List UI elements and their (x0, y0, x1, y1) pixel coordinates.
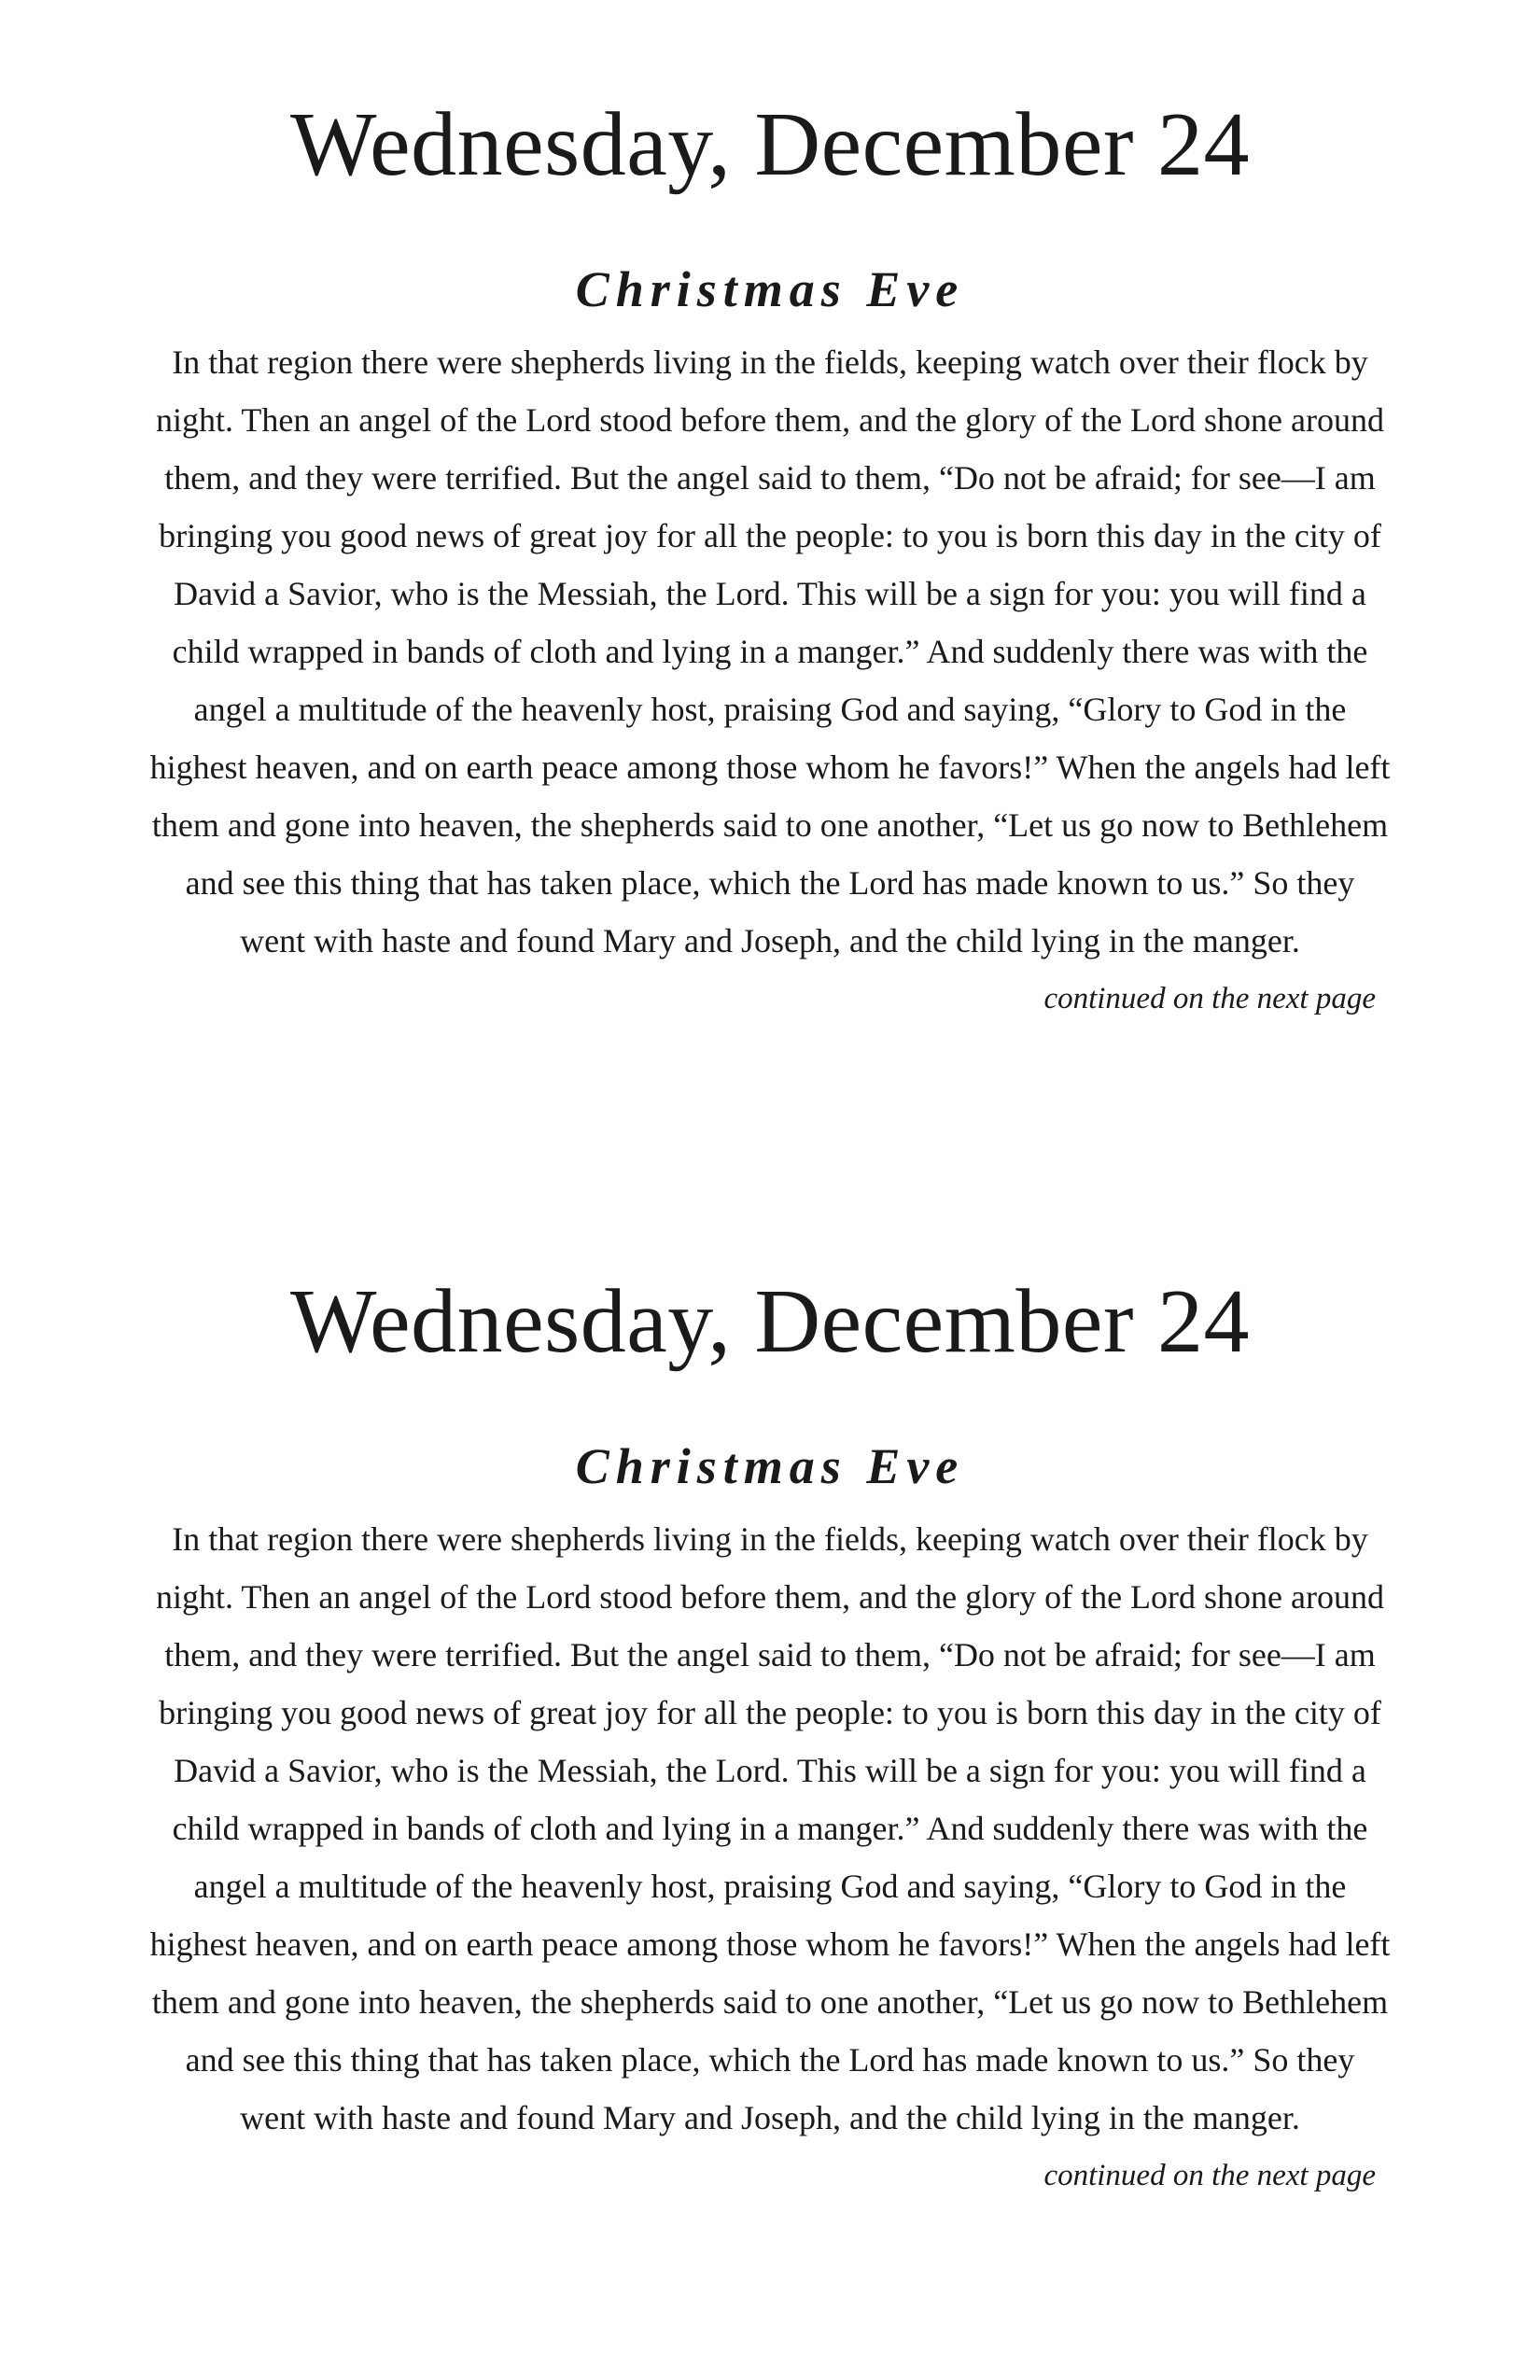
scripture-passage: In that region there were shepherds living in the fields, keeping watch over their flock by night. Then an angel of the Lord stood before them, and the glory of the Lord shone around them, and they were terrified. But the angel said to them, “Do not be afraid; for see—I am bringing you good news of great joy for all the people: to you is born this day in the city of David a Savior, who is the Messiah, the Lord. This will be a sign for you: you will find a child wrapped in bands of cloth and lying in a manger.” And suddenly there was with the angel a multitude of the heavenly host, praising God and saying, “Glory to God in the highest heaven, and on earth peace among those whom he favors!” When the angels had left them and gone into heaven, the shepherds said to one another, “Let us go now to Bethlehem and see this thing that has taken place, which the Lord has made known to us.” So they went with haste and found Mary and Joseph, and the child lying in the manger. (149, 1520, 1391, 2136)
page-title: Wednesday, December 24 (289, 1271, 1251, 1372)
scripture-passage: In that region there were shepherds living in the fields, keeping watch over their flock by night. Then an angel of the Lord stood before them, and the glory of the Lord shone around them, and they were terrified. But the angel said to them, “Do not be afraid; for see—I am bringing you good news of great joy for all the people: to you is born this day in the city of David a Savior, who is the Messiah, the Lord. This will be a sign for you: you will find a child wrapped in bands of cloth and lying in a manger.” And suddenly there was with the angel a multitude of the heavenly host, praising God and saying, “Glory to God in the highest heaven, and on earth peace among those whom he favors!” When the angels had left them and gone into heaven, the shepherds said to one another, “Let us go now to Bethlehem and see this thing that has taken place, which the Lord has made known to us.” So they went with haste and found Mary and Joseph, and the child lying in the manger. (149, 343, 1391, 959)
devotional-section-2 (149, 1266, 1391, 2199)
subtitle: Christmas Eve (575, 1438, 965, 1494)
continued-note: continued on the next page (1043, 2159, 1376, 2192)
page-title: Wednesday, December 24 (289, 94, 1251, 195)
subtitle: Christmas Eve (575, 261, 965, 317)
devotional-section-1 (149, 89, 1391, 1022)
continued-note: continued on the next page (1043, 982, 1376, 1015)
